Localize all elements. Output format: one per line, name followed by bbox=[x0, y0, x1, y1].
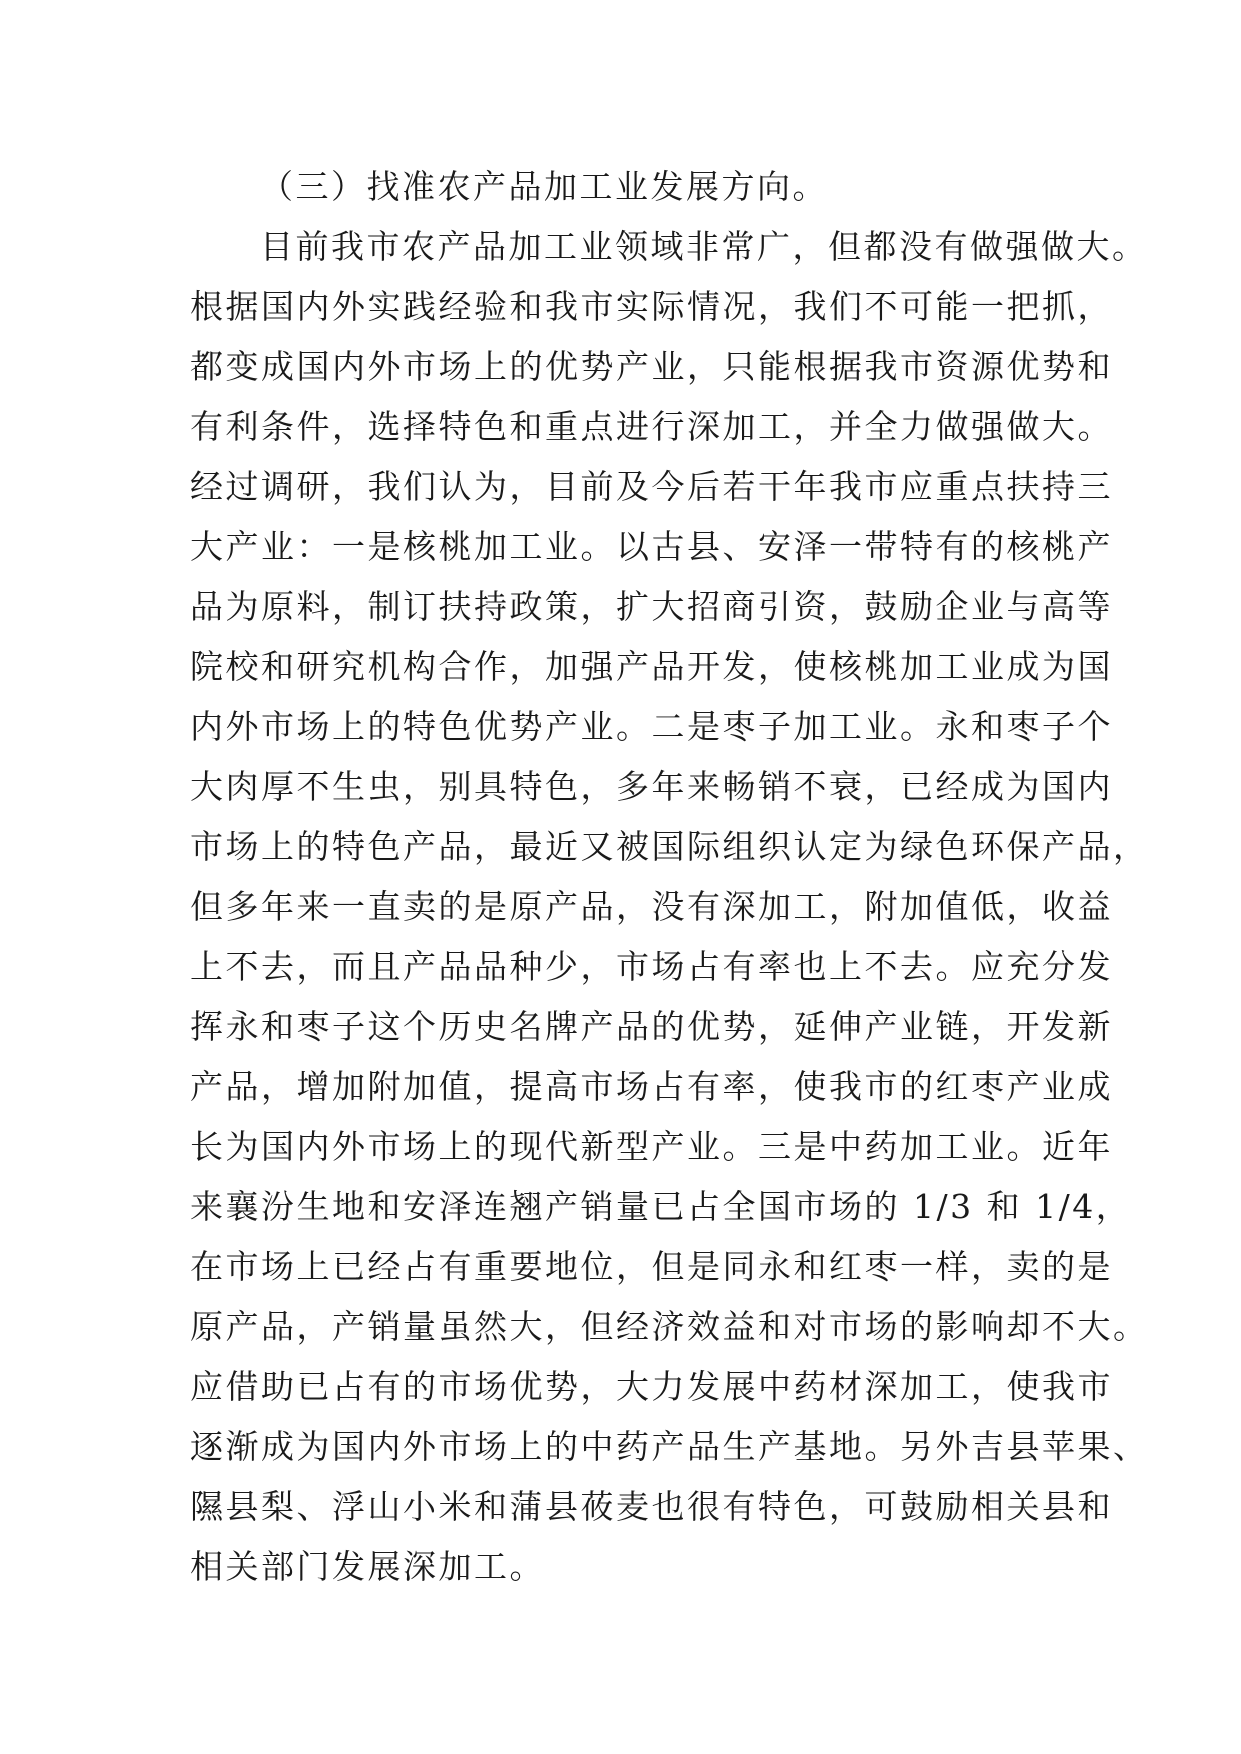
paragraph-line: 在市场上已经占有重要地位，但是同永和红枣一样，卖的是 bbox=[190, 1247, 1113, 1286]
paragraph-line: 根据国内外实践经验和我市实际情况，我们不可能一把抓， bbox=[190, 287, 1113, 326]
paragraph-line: 上不去，而且产品品种少，市场占有率也上不去。应充分发 bbox=[190, 947, 1113, 986]
paragraph-line: 相关部门发展深加工。 bbox=[190, 1547, 545, 1586]
paragraph-line: 原产品，产销量虽然大，但经济效益和对市场的影响却不大。 bbox=[190, 1307, 1149, 1346]
section-heading: （三）找准农产品加工业发展方向。 bbox=[260, 167, 828, 206]
paragraph-line: 产品，增加附加值，提高市场占有率，使我市的红枣产业成 bbox=[190, 1067, 1113, 1106]
paragraph-line: 内外市场上的特色优势产业。二是枣子加工业。永和枣子个 bbox=[190, 707, 1113, 746]
paragraph-line: 有利条件，选择特色和重点进行深加工，并全力做强做大。 bbox=[190, 407, 1113, 446]
paragraph-line: 长为国内外市场上的现代新型产业。三是中药加工业。近年 bbox=[190, 1127, 1113, 1166]
paragraph-line: 市场上的特色产品，最近又被国际组织认定为绿色环保产品， bbox=[190, 827, 1149, 866]
document-body bbox=[190, 157, 1149, 1597]
paragraph-line: 来襄汾生地和安泽连翘产销量已占全国市场的 1/3 和 1/4， bbox=[190, 1187, 1132, 1226]
paragraph-line: 大肉厚不生虫，别具特色，多年来畅销不衰，已经成为国内 bbox=[190, 767, 1113, 806]
paragraph-line: 应借助已占有的市场优势，大力发展中药材深加工，使我市 bbox=[190, 1367, 1113, 1406]
paragraph-line: 挥永和枣子这个历史名牌产品的优势，延伸产业链，开发新 bbox=[190, 1007, 1113, 1046]
paragraph-line: 院校和研究机构合作，加强产品开发，使核桃加工业成为国 bbox=[190, 647, 1113, 686]
paragraph-line: 目前我市农产品加工业领域非常广，但都没有做强做大。 bbox=[260, 227, 1148, 266]
paragraph-line: 隰县梨、浮山小米和蒲县莜麦也很有特色，可鼓励相关县和 bbox=[190, 1487, 1113, 1526]
paragraph-line: 经过调研，我们认为，目前及今后若干年我市应重点扶持三 bbox=[190, 467, 1113, 506]
paragraph-line: 但多年来一直卖的是原产品，没有深加工，附加值低，收益 bbox=[190, 887, 1113, 926]
paragraph-line: 都变成国内外市场上的优势产业，只能根据我市资源优势和 bbox=[190, 347, 1113, 386]
paragraph-line: 品为原料，制订扶持政策，扩大招商引资，鼓励企业与高等 bbox=[190, 587, 1113, 626]
paragraph-line: 大产业：一是核桃加工业。以古县、安泽一带特有的核桃产 bbox=[190, 527, 1113, 566]
paragraph-line: 逐渐成为国内外市场上的中药产品生产基地。另外吉县苹果、 bbox=[190, 1427, 1149, 1466]
